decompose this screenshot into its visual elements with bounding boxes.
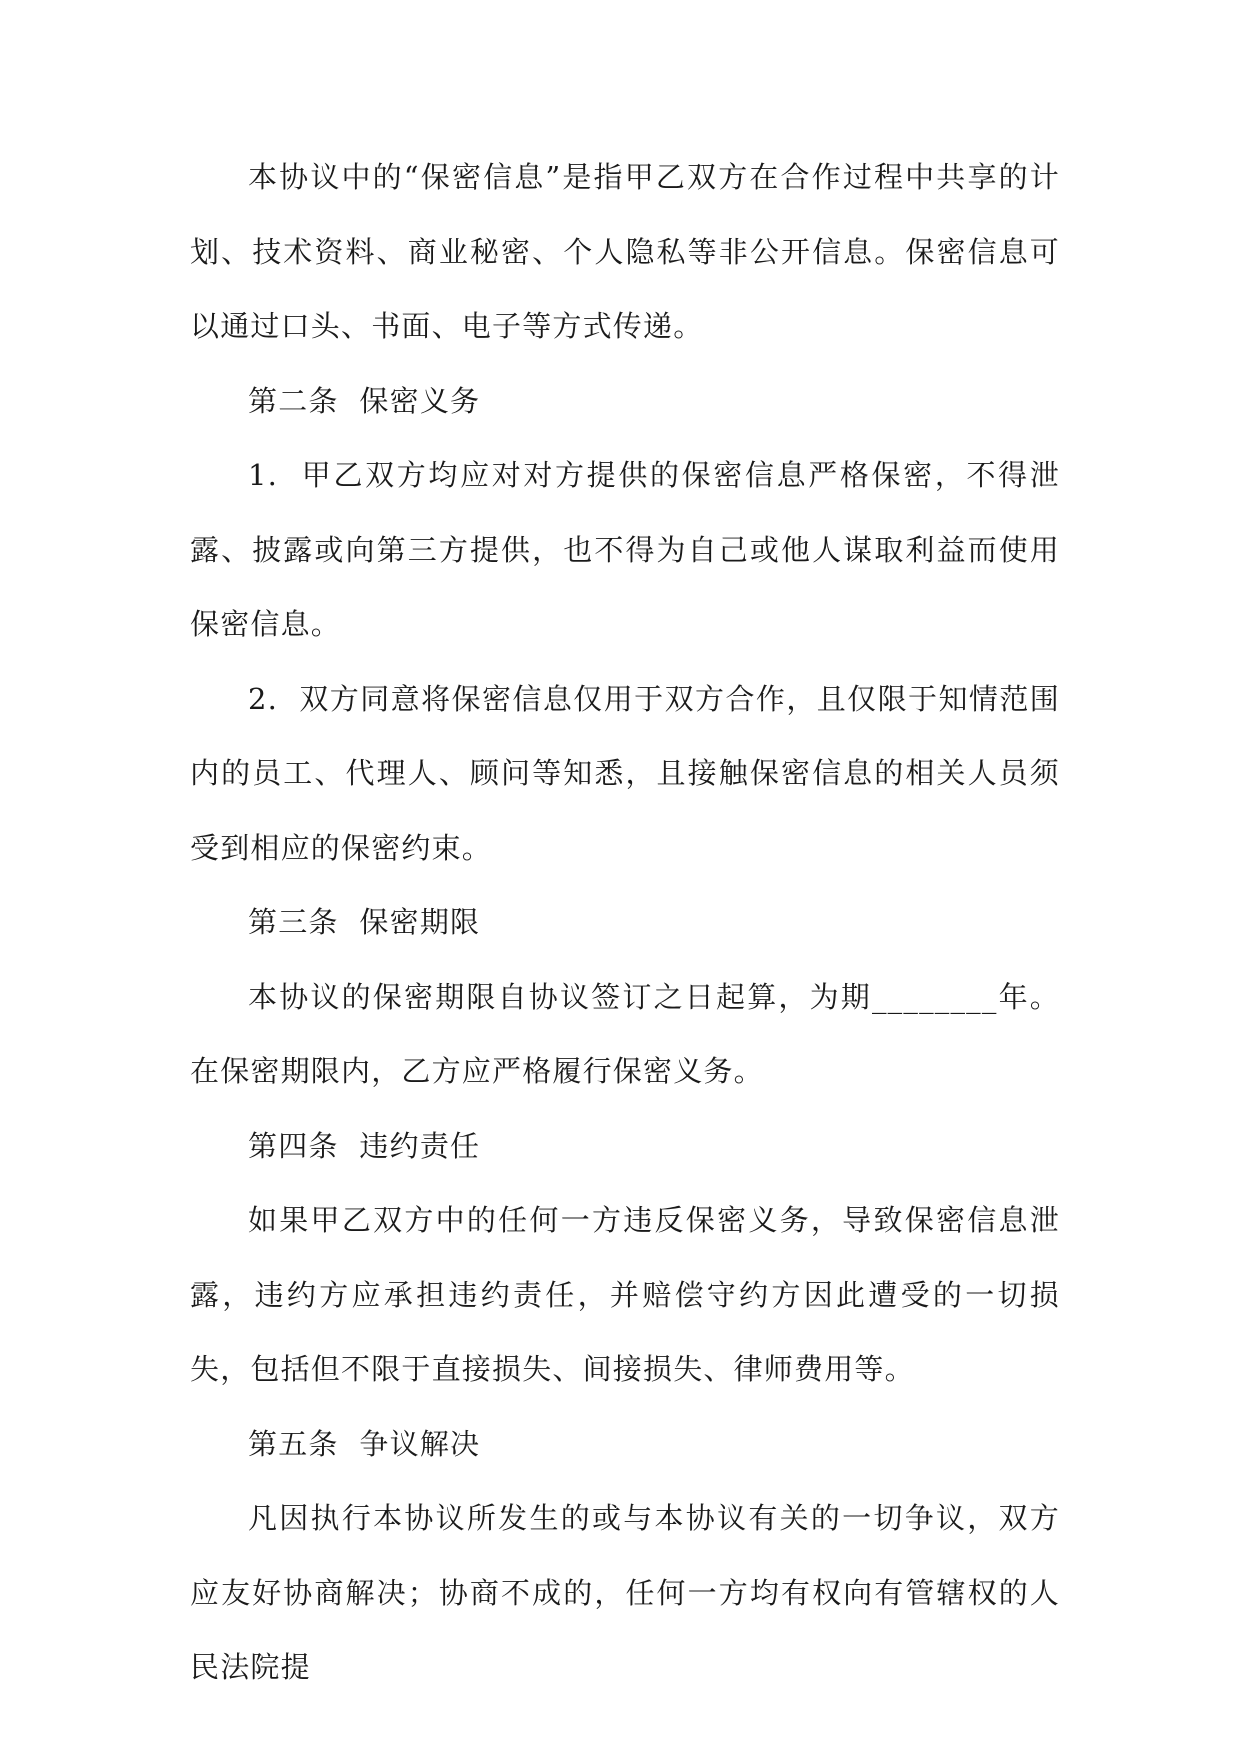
- article-heading-4: 第四条 违约责任: [248, 1128, 481, 1163]
- paragraph-obligation-1: 1. 甲乙双方均应对对方提供的保密信息严格保密，不得泄露、披露或向第三方提供，也不得为自己或他人谋取利益而使用保密信息。: [190, 458, 1060, 641]
- paragraph-definition: 本协议中的“保密信息”是指甲乙双方在合作过程中共享的计划、技术资料、商业秘密、个人隐私等非公开信息。保密信息可以通过口头、书面、电子等方式传递。: [190, 160, 1060, 343]
- paragraph-liability: 如果甲乙双方中的任何一方违反保密义务，导致保密信息泄露，违约方应承担违约责任，并赔偿守约方因此遭受的一切损失，包括但不限于直接损失、间接损失、律师费用等。: [190, 1203, 1060, 1386]
- article-heading-2: 第二条 保密义务: [248, 383, 481, 418]
- document-body: [190, 140, 1060, 1705]
- paragraph-term: 本协议的保密期限自协议签订之日起算，为期________年。在保密期限内，乙方应严格履行保密义务。: [190, 979, 1060, 1088]
- paragraph-obligation-2: 2. 双方同意将保密信息仅用于双方合作，且仅限于知情范围内的员工、代理人、顾问等知悉，且接触保密信息的相关人员须受到相应的保密约束。: [190, 681, 1060, 865]
- article-heading-5: 第五条 争议解决: [248, 1426, 481, 1461]
- article-heading-3: 第三条 保密期限: [248, 905, 481, 939]
- paragraph-dispute: 凡因执行本协议所发生的或与本协议有关的一切争议，双方应友好协商解决；协商不成的，任何一方均有权向有管辖权的人民法院提: [190, 1501, 1060, 1684]
